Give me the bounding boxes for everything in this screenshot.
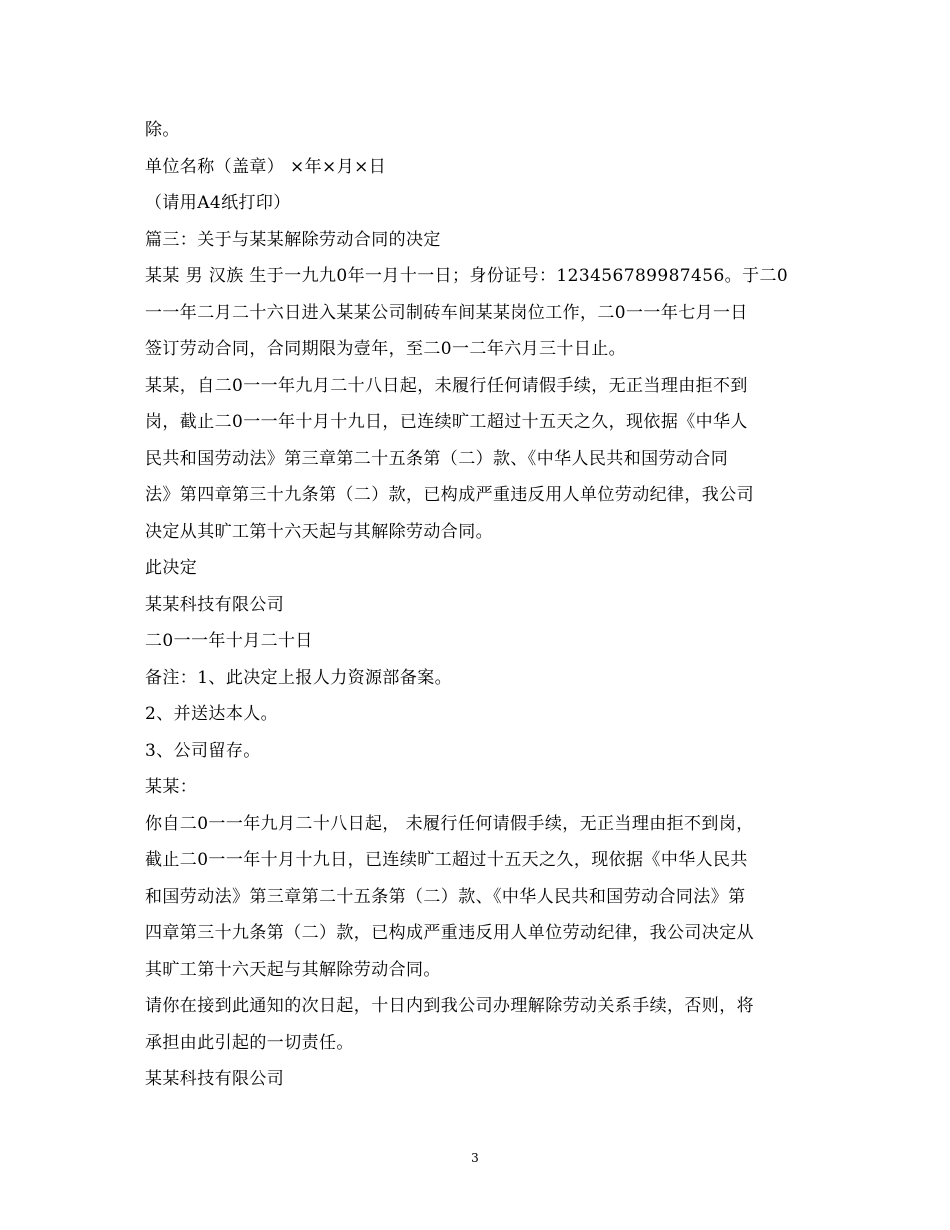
text-line: 其旷工第十六天起与其解除劳动合同。 — [145, 959, 441, 980]
document-body — [145, 112, 805, 1098]
company-name: 某某科技有限公司 — [145, 1069, 285, 1089]
section-heading: 篇三：关于与某某解除劳动合同的决定 — [145, 229, 441, 250]
text-line: （请用A4纸打印） — [145, 193, 291, 213]
text-line: 此决定 — [145, 558, 198, 578]
text-line: 民共和国劳动法》第三章第二十五条第（二）款、《中华人民共和国劳动合同 — [145, 448, 729, 469]
text-line: 法》第四章第三十九条第（二）款，已构成严重违反用人单位劳动纪律，我公司 — [145, 485, 754, 505]
text-line: 截止二0一一年十月十九日，已连续旷工超过十五天之久，现依据《中华人民共 — [145, 850, 748, 870]
salutation: 某某： — [145, 777, 198, 797]
text-line: 单位名称（盖章） ×年×月×日 — [145, 156, 387, 177]
text-line: 岗，截止二0一一年十月十九日，已连续旷工超过十五天之久，现依据《中华人 — [145, 412, 748, 432]
text-line: 除。 — [145, 120, 180, 140]
text-line: 一一年二月二十六日进入某某公司制砖车间某某岗位工作，二0一一年七月一日 — [145, 302, 748, 323]
text-line: 承担由此引起的一切责任。 — [145, 1032, 354, 1053]
text-line: 2、并送达本人。 — [145, 704, 279, 724]
text-line: 决定从其旷工第十六天起与其解除劳动合同。 — [145, 521, 493, 542]
text-line: 请你在接到此通知的次日起，十日内到我公司办理解除劳动关系手续，否则，将 — [145, 996, 754, 1016]
text-line: 备注：1、此决定上报人力资源部备案。 — [145, 667, 453, 688]
text-line: 3、公司留存。 — [145, 740, 261, 761]
page-number: 3 — [471, 1151, 479, 1165]
text-line: 签订劳动合同，合同期限为壹年，至二0一二年六月三十日止。 — [145, 339, 627, 359]
decision-date: 二0一一年十月二十日 — [145, 631, 313, 651]
text-line: 某某，自二0一一年九月二十八日起，未履行任何请假手续，无正当理由拒不到 — [145, 375, 748, 396]
text-line: 和国劳动法》第三章第二十五条第（二）款、《中华人民共和国劳动合同法》第 — [145, 886, 746, 907]
text-line: 你自二0一一年九月二十八日起， 未履行任何请假手续，无正当理由拒不到岗， — [145, 813, 754, 834]
company-name: 某某科技有限公司 — [145, 594, 285, 615]
text-line: 某某 男 汉族 生于一九九0年一月十一日；身份证号：123456789987456。于二0 — [145, 266, 789, 286]
text-line: 四章第三十九条第（二）款，已构成严重违反用人单位劳动纪律，我公司决定从 — [145, 923, 754, 943]
